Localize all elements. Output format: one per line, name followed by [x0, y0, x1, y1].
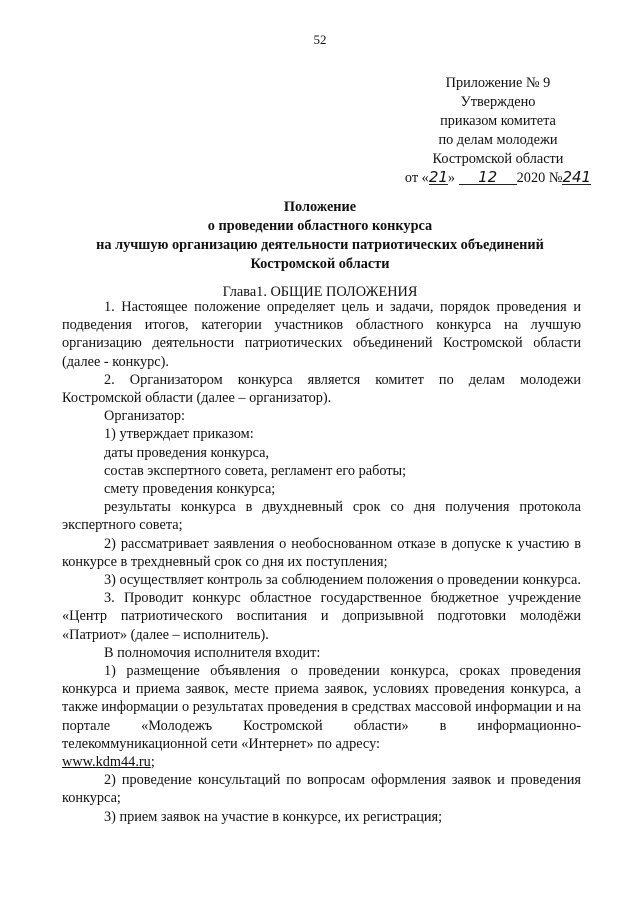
paragraph: 1. Настоящее положение определяет цель и задачи, порядок проведения и подведения итогов, категории участников областного конкурса на лучшую организацию деятельности патриотических объединений Костромской области (далее - конкурс).: [62, 299, 581, 370]
website-suffix: ;: [150, 754, 155, 771]
date-day: 21: [428, 168, 448, 186]
title-line: Положение: [283, 199, 357, 215]
website-line: [62, 753, 581, 771]
paragraph: 1) утверждает приказом:: [104, 426, 254, 443]
document-body: [62, 298, 581, 826]
date-number: 241: [562, 168, 592, 186]
approval-line: Костромской области: [432, 151, 564, 167]
document-title: [60, 198, 580, 274]
approval-line: по делам молодежи: [438, 132, 558, 148]
paragraph: состав экспертного совета, регламент его работы;: [104, 462, 407, 479]
title-line: на лучшую организацию деятельности патриотических объединений: [96, 237, 544, 253]
date-month: 12: [459, 170, 517, 185]
paragraph: 2) рассматривает заявления о необоснованном отказе в допуске к участию в конкурсе в трехдневный срок со дня их поступления;: [62, 535, 581, 570]
paragraph: смету проведения конкурса;: [104, 481, 276, 498]
paragraph: 3. Проводит конкурс областное государственное бюджетное учреждение «Центр патриотического воспитания и допризывной подготовки молодёжи «Патриот» (далее – исполнитель).: [62, 590, 581, 643]
approval-date: [398, 169, 598, 188]
date-prefix: от «: [404, 170, 429, 186]
paragraph: 2) проведение консультаций по вопросам оформления заявок и проведения конкурса;: [62, 772, 581, 807]
date-mid: »: [447, 170, 456, 186]
paragraph: результаты конкурса в двухдневный срок со дня получения протокола экспертного совета;: [62, 499, 581, 534]
paragraph: Организатор:: [104, 408, 185, 425]
paragraph: даты проведения конкурса,: [104, 444, 270, 461]
approval-line: приказом комитета: [440, 113, 556, 129]
date-year: 2020 №: [516, 170, 563, 186]
title-line: Костромской области: [250, 256, 390, 272]
chapter-heading: Глава1. ОБЩИЕ ПОЛОЖЕНИЯ: [222, 284, 418, 300]
paragraph: 1) размещение объявления о проведении конкурса, сроках проведения конкурса и приема заявок, месте приема заявок, условиях проведения конкурса, а также информации о результатах проведения в средствах массовой информации и на портале «Молодежъ Костромской области» в информационно-телекоммуникационной сети «Интернет» по адресу:: [62, 663, 581, 752]
approval-block: [398, 74, 598, 188]
website-link[interactable]: www.kdm44.ru: [62, 754, 151, 771]
paragraph: В полномочия исполнителя входит:: [104, 644, 321, 661]
paragraph: 3) осуществляет контроль за соблюдением положения о проведении конкурса.: [104, 572, 581, 589]
approval-line: Приложение № 9: [445, 75, 551, 91]
approval-line: Утверждено: [460, 94, 536, 110]
paragraph: 2. Организатором конкурса является комитет по делам молодежи Костромской области (далее – организатор).: [62, 371, 581, 407]
title-line: о проведении областного конкурса: [207, 218, 433, 234]
page-number: 52: [313, 32, 327, 47]
paragraph: 3) прием заявок на участие в конкурсе, их регистрация;: [104, 808, 443, 825]
